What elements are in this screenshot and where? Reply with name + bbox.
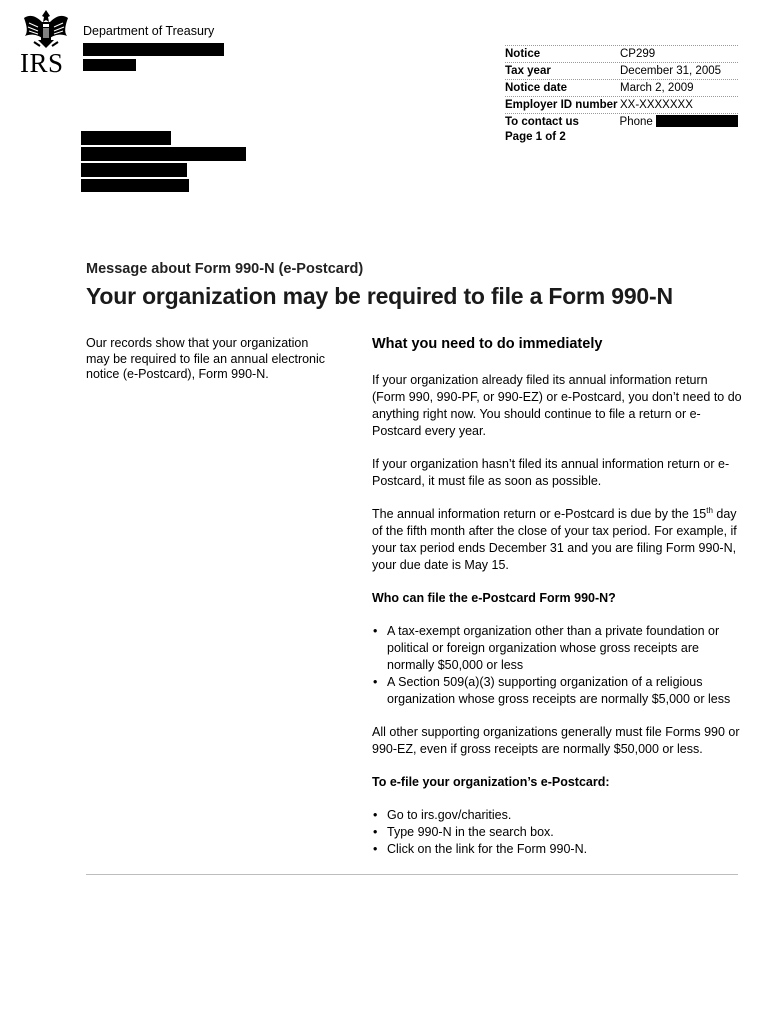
section-heading: What you need to do immediately (372, 336, 603, 352)
redacted-block (81, 179, 189, 192)
ein-row (505, 96, 738, 113)
redacted-phone (656, 115, 738, 127)
list-item: • Type 990-N in the search box. (372, 824, 742, 841)
redacted-block (81, 131, 171, 145)
redacted-block (81, 163, 187, 177)
notice-info-table (505, 45, 738, 144)
notice-row (505, 45, 738, 62)
who-can-file-heading: Who can file the e-Postcard Form 990-N? (372, 591, 616, 605)
irs-logo-text: IRS (20, 48, 64, 78)
paragraph-due-date (372, 506, 742, 574)
phone-label: Phone (619, 116, 653, 128)
notice-value: CP299 (620, 48, 656, 60)
efile-steps-list (372, 807, 742, 858)
list-item: • A tax-exempt organization other than a private foundation or political or foreign organization whose gross receipts are normally $50,000 or less (372, 623, 742, 674)
list-item: • Click on the link for the Form 990-N. (372, 841, 742, 858)
department-name: Department of Treasury (83, 24, 215, 38)
contact-row (505, 113, 738, 130)
tax-year-row (505, 62, 738, 79)
tax-year-label: Tax year (505, 65, 551, 77)
irs-logo (20, 8, 72, 77)
message-subtitle: Message about Form 990-N (e-Postcard) (86, 261, 364, 277)
page-number: Page 1 of 2 (505, 131, 566, 143)
footer-divider (86, 874, 738, 875)
paragraph-not-filed: If your organization hasn’t filed its annual information return or e-Postcard, it must file as soon as possible. (372, 457, 730, 488)
tax-year-value: December 31, 2005 (620, 65, 722, 77)
redacted-block (81, 147, 246, 161)
efile-heading: To e-file your organization’s e-Postcard: (372, 775, 610, 789)
page-title: Your organization may be required to file a Form 990-N (86, 283, 673, 309)
paragraph-already-filed: If your organization already filed its annual information return (Form 990, 990-PF, or 990-EZ) or e-Postcard, you don’t need to do anything right now. You should continue to file a return or e-Postcard every year. (372, 373, 742, 438)
ein-label: Employer ID number (505, 99, 618, 111)
notice-label: Notice (505, 48, 541, 60)
contact-label: To contact us (505, 116, 579, 128)
contact-value (620, 114, 738, 130)
main-content (372, 336, 742, 874)
notice-date-label: Notice date (505, 82, 567, 94)
list-item: • Go to irs.gov/charities. (372, 807, 742, 824)
due-date-text-cont: day of the fifth month after the close of your tax period. For example, if your tax period ends December 31 and you are filing Form 990-N, your due date is May 15. (372, 507, 737, 572)
notice-date-value: March 2, 2009 (620, 82, 694, 94)
ein-value: XX-XXXXXXX (620, 99, 693, 111)
redacted-block (83, 43, 224, 56)
list-item: • A Section 509(a)(3) supporting organization of a religious organization whose gross receipts are normally $5,000 or less (372, 674, 742, 708)
who-can-file-list (372, 623, 742, 708)
due-date-text: The annual information return or e-Postcard is due by the 15 (372, 507, 707, 521)
notice-date-row (505, 79, 738, 96)
ordinal-suffix: th (706, 505, 713, 515)
paragraph-other-orgs: All other supporting organizations generally must file Forms 990 or 990-EZ, even if gross receipts are normally $50,000 or less. (372, 725, 740, 756)
summary-text: Our records show that your organization may be required to file an annual electronic notice (e-Postcard), Form 990-N. (86, 336, 326, 381)
eagle-emblem-icon (20, 8, 72, 52)
redacted-block (83, 59, 136, 71)
